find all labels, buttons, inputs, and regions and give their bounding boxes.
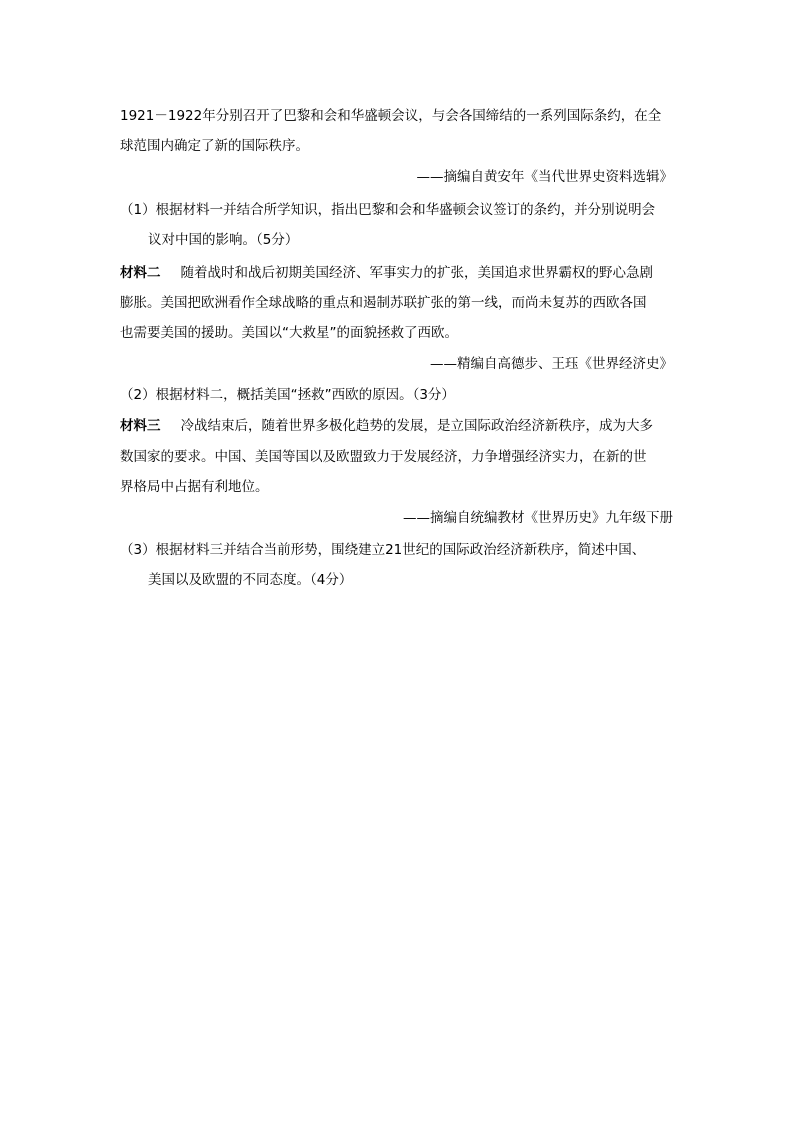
question1-text-line: （1）根据材料一并结合所学知识，指出巴黎和会和华盛顿会议签订的条约，并分别说明会 [120,202,656,218]
material2-text-line: 也需要美国的援助。美国以“大救星”的面貌拯救了西欧。 [120,325,458,341]
material3-text-line: 界格局中占据有利地位。 [120,479,269,495]
material3-text: 冷战结束后，随着世界多极化趋势的发展，是立国际政治经济新秩序，成为大多 [180,418,653,434]
material3-paragraph-line [120,417,680,435]
material1-text-line: 1921－1922年分别召开了巴黎和会和华盛顿会议，与会各国缔结的一系列国际条约，在全 [120,108,662,124]
material2-label: 材料二 [120,265,161,281]
material2-text-line: 膨胀。美国把欧洲看作全球战略的重点和遏制苏联扩张的第一线，而尚未复苏的西欧各国 [120,295,647,311]
material3-text-line: 数国家的要求。中国、美国等国以及欧盟致力于发展经济，力争增强经济实力，在新的世 [120,449,647,465]
question2-text-line: （2）根据材料二，概括美国“拯救”西欧的原因。（3分） [120,387,455,403]
material2-paragraph-line [120,264,680,282]
question3-text-line: 美国以及欧盟的不同态度。（4分） [148,572,353,588]
material1-text-line: 球范围内确定了新的国际秩序。 [120,138,309,154]
material3-label: 材料三 [120,418,161,434]
material3-source: ——摘编自统编教材《世界历史》九年级下册 [403,510,673,526]
question1-text-line: 议对中国的影响。（5分） [148,232,299,248]
material2-source: ——精编自高德步、王珏《世界经济史》 [430,356,673,372]
material2-text: 随着战时和战后初期美国经济、军事实力的扩张，美国追求世界霸权的野心急剧 [180,265,653,281]
material1-source: ——摘编自黄安年《当代世界史资料选辑》 [416,169,673,185]
question3-text-line: （3）根据材料三并结合当前形势，围绕建立21世纪的国际政治经济新秩序，简述中国、 [120,542,646,558]
